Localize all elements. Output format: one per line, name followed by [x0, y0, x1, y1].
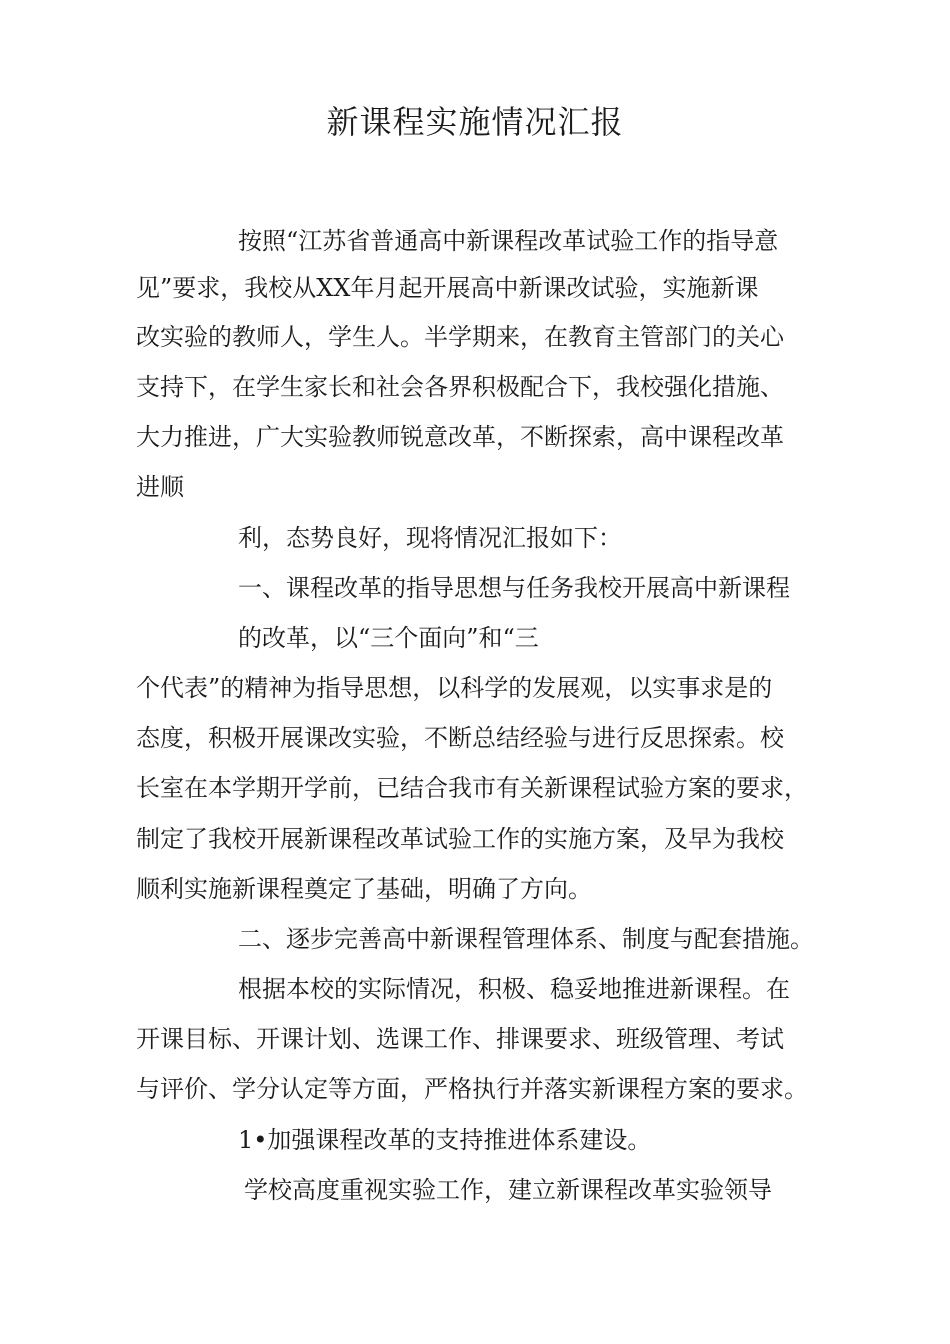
body-line-10: 个代表”的精神为指导思想，以科学的发展观，以实事求是的 — [136, 674, 773, 702]
body-line-7: 利，态势良好，现将情况汇报如下： — [238, 524, 622, 552]
body-line-9: 的改革，以“三个面向”和“三 — [238, 624, 539, 652]
body-line-13: 制定了我校开展新课程改革试验工作的实施方案，及早为我校 — [136, 825, 784, 853]
body-line-17: 开课目标、开课计划、选课工作、排课要求、班级管理、考试 — [136, 1025, 784, 1053]
body-line-16: 根据本校的实际情况，积极、稳妥地推进新课程。在 — [238, 975, 790, 1003]
body-line-4: 支持下，在学生家长和社会各界积极配合下，我校强化措施、 — [136, 373, 784, 401]
body-line-2: 见”要求，我校从XX年月起开展高中新课改试验，实施新课 — [136, 274, 759, 302]
body-line-11: 态度，积极开展课改实验，不断总结经验与进行反思探索。校 — [136, 724, 784, 752]
body-line-6: 进顺 — [136, 473, 184, 501]
body-line-14: 顺利实施新课程奠定了基础，明确了方向。 — [136, 875, 592, 903]
body-line-5: 大力推进，广大实验教师锐意改革，不断探索，高中课程改革 — [136, 423, 784, 451]
document-title: 新课程实施情况汇报 — [326, 103, 624, 141]
body-line-19: 1•加强课程改革的支持推进体系建设。 — [238, 1126, 652, 1154]
body-line-12: 长室在本学期开学前，已结合我市有关新课程试验方案的要求， — [136, 774, 808, 802]
body-line-18: 与评价、学分认定等方面，严格执行并落实新课程方案的要求。 — [136, 1075, 808, 1103]
body-line-20: 学校高度重视实验工作，建立新课程改革实验领导 — [244, 1176, 772, 1204]
body-line-15: 二、逐步完善高中新课程管理体系、制度与配套措施。 — [238, 925, 814, 953]
body-line-8: 一、课程改革的指导思想与任务我校开展高中新课程 — [238, 574, 790, 602]
body-line-3: 改实验的教师人，学生人。半学期来，在教育主管部门的关心 — [136, 323, 784, 351]
body-line-1: 按照“江苏省普通高中新课程改革试验工作的指导意 — [238, 227, 779, 255]
